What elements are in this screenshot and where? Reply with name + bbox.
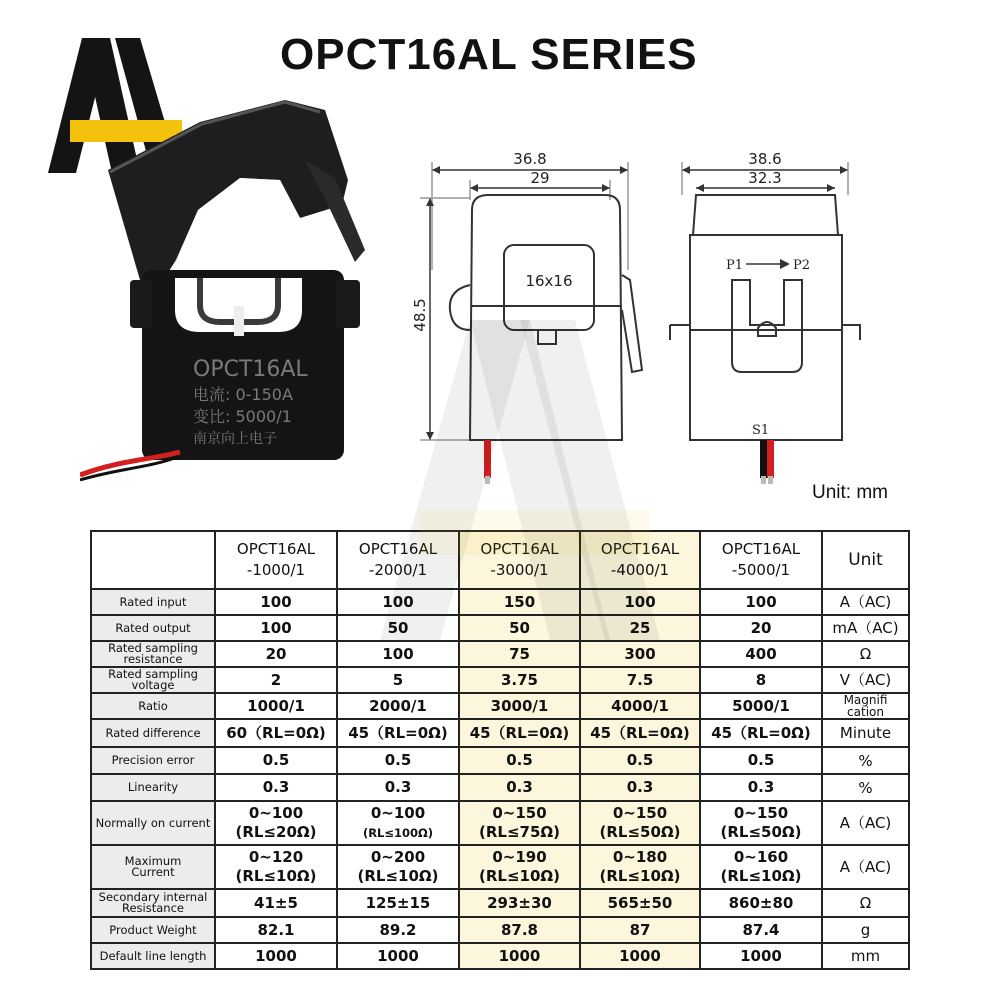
table-cell: 400 (700, 641, 822, 667)
unit-cell: A（AC) (822, 845, 909, 889)
table-cell: 89.2 (337, 917, 459, 943)
table-row (91, 845, 909, 889)
unit-cell: % (822, 747, 909, 774)
unit-cell: % (822, 774, 909, 801)
table-cell: 5000/1 (700, 693, 822, 719)
table-cell: 87.8 (459, 917, 580, 943)
table-cell: 100 (215, 615, 337, 641)
unit-cell: A（AC) (822, 801, 909, 845)
row-label: Precision error (91, 747, 215, 774)
row-label: Maximum Current (91, 845, 215, 889)
table-cell: 100 (700, 589, 822, 615)
table-row (91, 747, 909, 774)
table-row (91, 801, 909, 845)
table-cell: 300 (580, 641, 700, 667)
table-row (91, 667, 909, 693)
table-header-row (91, 531, 909, 589)
table-row (91, 641, 909, 667)
table-cell: 1000 (700, 943, 822, 969)
table-row (91, 943, 909, 969)
model-header: OPCT16AL -2000/1 (337, 531, 459, 589)
table-cell: 20 (700, 615, 822, 641)
terminal-p1: P1 (726, 258, 744, 273)
dim-front-outer: 36.8 (513, 150, 547, 168)
product-photo (80, 100, 380, 485)
table-cell: 0~120 (RL≤10Ω) (215, 845, 337, 889)
dim-height: 48.5 (411, 298, 429, 332)
row-label: Rated difference (91, 719, 215, 747)
spec-table (90, 530, 910, 970)
table-row (91, 693, 909, 719)
table-cell: 0.3 (459, 774, 580, 801)
dimension-drawing (400, 140, 880, 490)
table-row (91, 917, 909, 943)
table-cell: 860±80 (700, 889, 822, 917)
table-cell: 0~190 (RL≤10Ω) (459, 845, 580, 889)
table-cell: 0~150 (RL≤50Ω) (700, 801, 822, 845)
dim-side-inner: 32.3 (748, 169, 782, 187)
table-row (91, 589, 909, 615)
label-ratio: 变比: 5000/1 (193, 407, 292, 426)
table-cell: 0.3 (215, 774, 337, 801)
table-cell: 7.5 (580, 667, 700, 693)
model-header: OPCT16AL -5000/1 (700, 531, 822, 589)
unit-cell: g (822, 917, 909, 943)
model-header: OPCT16AL -3000/1 (459, 531, 580, 589)
table-cell: 87 (580, 917, 700, 943)
row-label: Secondary internal Resistance (91, 889, 215, 917)
label-current: 电流: 0-150A (193, 385, 293, 404)
row-label: Rated input (91, 589, 215, 615)
table-cell: 60（RL=0Ω) (215, 719, 337, 747)
table-cell: 0~150 (RL≤75Ω) (459, 801, 580, 845)
terminal-p2: P2 (793, 258, 811, 273)
table-cell: 1000 (580, 943, 700, 969)
table-cell: 41±5 (215, 889, 337, 917)
unit-cell: V（AC) (822, 667, 909, 693)
table-cell: 100 (580, 589, 700, 615)
unit-cell: mA（AC) (822, 615, 909, 641)
table-cell: 1000/1 (215, 693, 337, 719)
table-cell: 125±15 (337, 889, 459, 917)
model-header: OPCT16AL -1000/1 (215, 531, 337, 589)
row-label: Rated sampling voltage (91, 667, 215, 693)
unit-cell: mm (822, 943, 909, 969)
label-model: OPCT16AL (193, 357, 308, 382)
row-label: Product Weight (91, 917, 215, 943)
unit-note: Unit: mm (812, 482, 888, 503)
table-cell: 1000 (215, 943, 337, 969)
table-cell: 2000/1 (337, 693, 459, 719)
row-label: Rated output (91, 615, 215, 641)
dim-front-inner: 29 (530, 169, 550, 187)
table-cell: 1000 (459, 943, 580, 969)
table-cell: 565±50 (580, 889, 700, 917)
page-title: OPCT16AL SERIES (280, 30, 698, 79)
table-cell: 2 (215, 667, 337, 693)
unit-cell: Magnifi cation (822, 693, 909, 719)
header-blank (91, 531, 215, 589)
table-cell: 45（RL=0Ω) (337, 719, 459, 747)
table-cell: 45（RL=0Ω) (580, 719, 700, 747)
label-maker: 南京向上电子 (193, 431, 277, 447)
table-cell: 50 (337, 615, 459, 641)
table-cell: 20 (215, 641, 337, 667)
dim-window: 16x16 (525, 272, 573, 290)
table-cell: 0~100 (RL≤20Ω) (215, 801, 337, 845)
table-cell: 50 (459, 615, 580, 641)
table-cell: 3.75 (459, 667, 580, 693)
row-label: Rated sampling resistance (91, 641, 215, 667)
table-cell: 100 (337, 589, 459, 615)
table-cell: 5 (337, 667, 459, 693)
unit-header: Unit (822, 531, 909, 589)
dim-side-outer: 38.6 (748, 150, 782, 168)
row-label: Default line length (91, 943, 215, 969)
table-cell: 100 (337, 641, 459, 667)
table-cell: 100 (215, 589, 337, 615)
table-cell: 293±30 (459, 889, 580, 917)
terminal-s1: S1 (752, 423, 770, 438)
table-cell: 0.5 (337, 747, 459, 774)
unit-cell: A（AC) (822, 589, 909, 615)
table-cell: 0.3 (580, 774, 700, 801)
table-row (91, 615, 909, 641)
table-cell: 45（RL=0Ω) (700, 719, 822, 747)
table-cell: 0.5 (700, 747, 822, 774)
table-cell: 0~160 (RL≤10Ω) (700, 845, 822, 889)
table-cell: 0~200 (RL≤10Ω) (337, 845, 459, 889)
table-cell: 45（RL=0Ω) (459, 719, 580, 747)
table-cell: 0~150 (RL≤50Ω) (580, 801, 700, 845)
table-cell: 0~100 (RL≤100Ω) (337, 801, 459, 845)
table-cell: 75 (459, 641, 580, 667)
table-cell: 0.3 (337, 774, 459, 801)
unit-cell: Ω (822, 889, 909, 917)
table-cell: 0.3 (700, 774, 822, 801)
row-label: Ratio (91, 693, 215, 719)
table-cell: 4000/1 (580, 693, 700, 719)
table-cell: 25 (580, 615, 700, 641)
unit-cell: Minute (822, 719, 909, 747)
table-row (91, 889, 909, 917)
table-cell: 82.1 (215, 917, 337, 943)
table-row (91, 774, 909, 801)
row-label: Normally on current (91, 801, 215, 845)
table-cell: 1000 (337, 943, 459, 969)
table-cell: 0.5 (215, 747, 337, 774)
table-cell: 0~180 (RL≤10Ω) (580, 845, 700, 889)
table-cell: 87.4 (700, 917, 822, 943)
unit-cell: Ω (822, 641, 909, 667)
row-label: Linearity (91, 774, 215, 801)
table-cell: 0.5 (580, 747, 700, 774)
table-cell: 150 (459, 589, 580, 615)
table-row (91, 719, 909, 747)
table-cell: 3000/1 (459, 693, 580, 719)
table-cell: 0.5 (459, 747, 580, 774)
model-header: OPCT16AL -4000/1 (580, 531, 700, 589)
table-cell: 8 (700, 667, 822, 693)
